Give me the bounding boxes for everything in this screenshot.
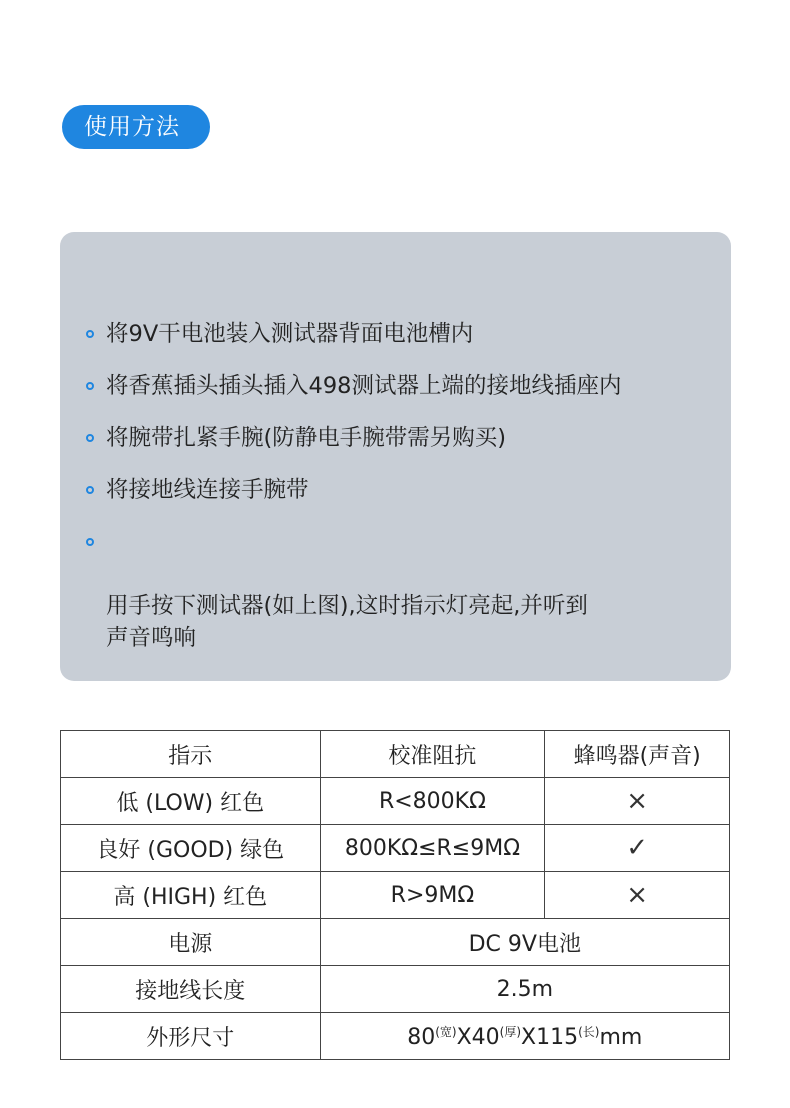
indicator-cell: 低 (LOW) 红色 xyxy=(61,778,321,825)
bullet-icon xyxy=(86,486,94,494)
step-item xyxy=(86,474,706,506)
section-title-badge xyxy=(62,105,210,149)
spec-label: 外形尺寸 xyxy=(61,1013,321,1060)
step-item xyxy=(86,370,706,402)
step-item xyxy=(86,318,706,350)
step-text: 将9V干电池装入测试器背面电池槽内 xyxy=(106,321,474,347)
dim-length-note: (长) xyxy=(578,1024,600,1039)
step-text: 将香蕉插头插头插入498测试器上端的接地线插座内 xyxy=(106,373,622,399)
step-text: 将腕带扎紧手腕(防静电手腕带需另购买) xyxy=(106,425,507,451)
dim-depth-note: (厚) xyxy=(499,1024,522,1039)
step-text: 将接地线连接手腕带 xyxy=(106,477,309,503)
spec-label: 电源 xyxy=(61,919,321,966)
table-row xyxy=(61,966,730,1013)
table-row xyxy=(61,1013,730,1060)
dimensions-value xyxy=(320,1013,729,1060)
dim-depth: X40 xyxy=(456,1024,500,1050)
dim-length: X115 xyxy=(521,1024,579,1050)
spec-label: 接地线长度 xyxy=(61,966,321,1013)
impedance-cell: 800KΩ≤R≤9MΩ xyxy=(320,825,545,872)
usage-steps-panel xyxy=(60,232,731,681)
table-row xyxy=(61,919,730,966)
step-item xyxy=(86,422,706,454)
dim-width: 80 xyxy=(407,1024,436,1050)
table-header-row xyxy=(61,731,730,778)
spec-value: DC 9V电池 xyxy=(320,919,729,966)
header-buzzer: 蜂鸣器(声音) xyxy=(545,731,730,778)
impedance-cell: R<800KΩ xyxy=(320,778,545,825)
bullet-icon xyxy=(86,538,94,546)
check-mark-icon: ✓ xyxy=(545,825,730,872)
steps-list xyxy=(86,318,706,674)
bullet-icon xyxy=(86,382,94,390)
step-item xyxy=(86,526,706,654)
impedance-cell: R>9MΩ xyxy=(320,872,545,919)
dim-unit: mm xyxy=(599,1024,643,1050)
indicator-cell: 高 (HIGH) 红色 xyxy=(61,872,321,919)
table-row xyxy=(61,825,730,872)
cross-mark-icon: × xyxy=(545,778,730,825)
spec-value: 2.5m xyxy=(320,966,729,1013)
dim-width-note: (宽) xyxy=(435,1024,457,1039)
bullet-icon xyxy=(86,330,94,338)
step-text: 用手按下测试器(如上图),这时指示灯亮起,并听到 声音鸣响 xyxy=(106,593,588,651)
table-row xyxy=(61,778,730,825)
header-impedance: 校准阻抗 xyxy=(320,731,545,778)
table-row xyxy=(61,872,730,919)
cross-mark-icon: × xyxy=(545,872,730,919)
spec-table xyxy=(60,730,730,1060)
bullet-icon xyxy=(86,434,94,442)
header-indicator: 指示 xyxy=(61,731,321,778)
section-title: 使用方法 xyxy=(84,114,180,140)
indicator-cell: 良好 (GOOD) 绿色 xyxy=(61,825,321,872)
